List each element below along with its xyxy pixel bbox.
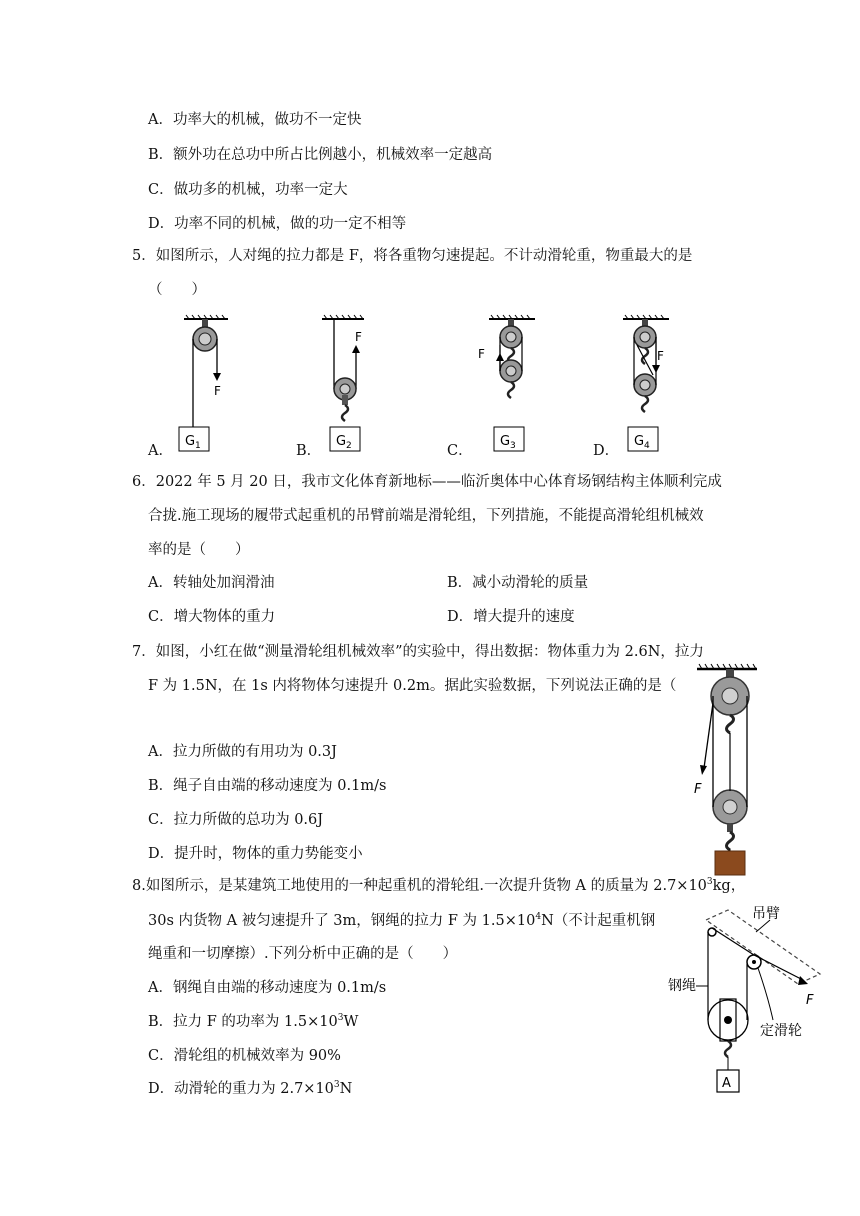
q6-stem-line2: 合拢.施工现场的履带式起重机的吊臂前端是滑轮组，下列措施，不能提高滑轮组机械效	[148, 508, 704, 524]
q5-label-c: C．	[447, 443, 473, 459]
q8-arm-label: 吊臂	[752, 906, 780, 922]
q8-option-b: B．拉力 F 的功率为 $1.5\times 10^3W$	[148, 1013, 359, 1030]
q8-stem-line3: 绳重和一切摩擦）.下列分析中正确的是（ ）	[148, 946, 458, 962]
q6-option-c: C．增大物体的重力	[148, 609, 276, 625]
q7-option-a: A．拉力所做的有用功为 0.3J	[148, 744, 337, 760]
svg-text:2: 2	[346, 441, 352, 451]
q6-option-a: A．转轴处加润滑油	[148, 575, 275, 591]
q5-a-force-label: F	[214, 384, 221, 398]
q5-stem-line2: （ ）	[148, 282, 206, 298]
svg-text:G: G	[185, 434, 196, 449]
q5-c-force-label: F	[478, 347, 485, 361]
q5-label-d: D．	[593, 443, 620, 459]
q6-stem-line1: 6．2022 年 5 月 20 日，我市文化体育新地标——临沂奥体中心体育场钢结构主体顺利完成	[132, 474, 722, 490]
q8-option-c: C．滑轮组的机械效率为 90%	[148, 1048, 341, 1064]
q7-stem-line2: F 为 1.5N，在 1s 内将物体匀速提升 0.2m。据此实验数据，下列说法正确的是（	[148, 678, 677, 694]
q5-figure-b	[318, 315, 378, 455]
q6-stem-line3: 率的是（ ）	[148, 542, 250, 558]
svg-text:G: G	[634, 434, 645, 449]
q8-crane-figure	[668, 902, 828, 1102]
q4-option-d: D．功率不同的机械，做的功一定不相等	[148, 216, 407, 232]
q5-label-b: B．	[296, 443, 322, 459]
q5-figure-d	[613, 315, 683, 455]
q5-figure-c	[475, 315, 545, 455]
svg-text:G: G	[336, 434, 347, 449]
q8-fixed-pulley-label: 定滑轮	[760, 1023, 802, 1039]
svg-text:G: G	[500, 434, 511, 449]
q4-option-b: B．额外功在总功中所占比例越小，机械效率一定越高	[148, 147, 493, 163]
q7-option-d: D．提升时，物体的重力势能变小	[148, 846, 363, 862]
q6-option-d: D．增大提升的速度	[447, 609, 575, 625]
q4-option-c: C．做功多的机械，功率一定大	[148, 182, 348, 198]
q8-rope-label: 钢绳	[668, 978, 696, 994]
q7-force-label: F	[694, 782, 702, 797]
q4-option-a: A．功率大的机械，做功不一定快	[148, 112, 362, 128]
q8-cargo-label: A	[722, 1076, 731, 1091]
q8-option-d: D．动滑轮的重力为 $2.7\times 10^3N$	[148, 1080, 353, 1097]
q5-figure-a	[170, 315, 230, 455]
q5-d-force-label: F	[657, 349, 664, 363]
svg-text:1: 1	[195, 441, 201, 451]
svg-text:4: 4	[644, 441, 650, 451]
q7-pulley-figure	[685, 663, 765, 878]
q5-label-a: A．	[148, 443, 173, 459]
q7-stem-line1: 7．如图，小红在做“测量滑轮组机械效率”的实验中，得出数据：物体重力为 2.6N，拉力	[132, 644, 704, 660]
q8-stem-line1: 8.如图所示，是某建筑工地使用的一种起重机的滑轮组.一次提升货物 A 的质量为 $2.7\times 10^3kg$，	[132, 877, 746, 894]
q6-option-b: B．减小动滑轮的质量	[447, 575, 589, 591]
q5-b-force-label: F	[355, 330, 362, 344]
q8-option-a: A．钢绳自由端的移动速度为 0.1m/s	[148, 980, 387, 996]
q8-force-label: F	[806, 993, 814, 1008]
q7-option-c: C．拉力所做的总功为 0.6J	[148, 812, 324, 828]
q8-stem-line2: 30s 内货物 A 被匀速提升了 3m，钢绳的拉力 F 为 $1.5\times 10^4N$（不计起重机钢	[148, 912, 656, 929]
q7-option-b: B．绳子自由端的移动速度为 0.1m/s	[148, 778, 387, 794]
q5-stem-line1: 5．如图所示，人对绳的拉力都是 F，将各重物匀速提起。不计动滑轮重，物重最大的是	[132, 248, 693, 264]
svg-text:3: 3	[510, 441, 516, 451]
